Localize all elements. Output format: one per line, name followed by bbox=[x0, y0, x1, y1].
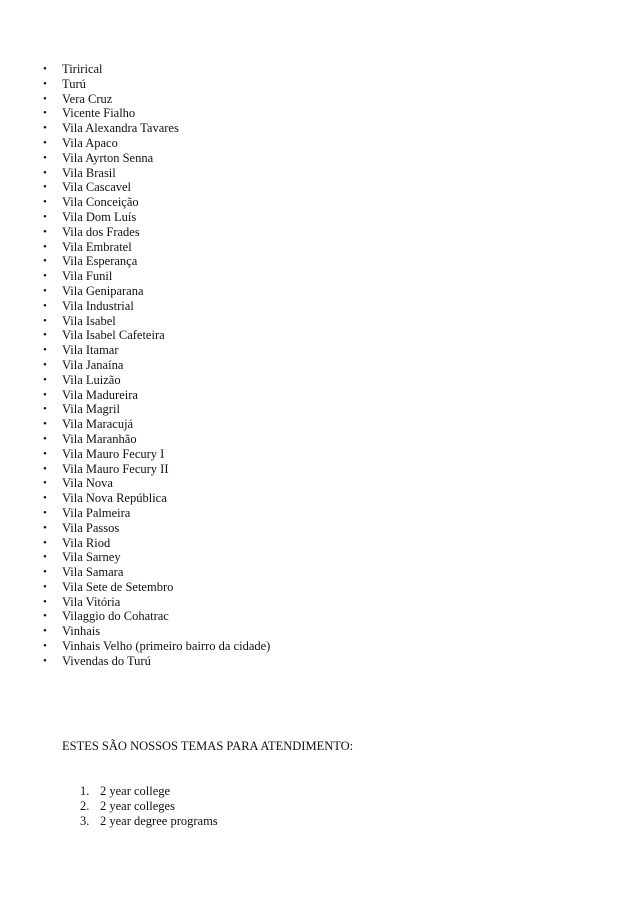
list-item bbox=[40, 521, 270, 536]
list-item-label: Vivendas do Turú bbox=[62, 653, 151, 668]
list-item-label: Vila Nova República bbox=[62, 491, 167, 506]
bullet-icon: • bbox=[43, 136, 47, 149]
list-item bbox=[40, 639, 270, 654]
list-item-label: Vinhais Velho (primeiro bairro da cidade) bbox=[62, 639, 271, 654]
list-item-label: Vila Sarney bbox=[62, 550, 121, 565]
theme-label: 2 year college bbox=[100, 784, 171, 798]
bullet-icon: • bbox=[43, 492, 47, 505]
bullet-icon: • bbox=[43, 225, 47, 238]
bullet-icon: • bbox=[43, 358, 47, 371]
list-item-label: Vila Mauro Fecury I bbox=[62, 446, 165, 461]
list-item-label: Vicente Fialho bbox=[62, 106, 136, 121]
bullet-icon: • bbox=[43, 388, 47, 401]
list-item-label: Vila Luizão bbox=[62, 372, 121, 387]
list-item-label: Vila Maranhão bbox=[62, 431, 137, 446]
bullet-icon: • bbox=[43, 284, 47, 297]
list-item-label: Vila Madureira bbox=[62, 387, 138, 402]
list-item bbox=[40, 328, 270, 343]
bullet-icon: • bbox=[43, 181, 47, 194]
bullet-icon: • bbox=[43, 107, 47, 120]
list-item bbox=[40, 121, 270, 136]
bullet-icon: • bbox=[43, 580, 47, 593]
list-item-label: Vila Janaína bbox=[62, 357, 124, 372]
bullet-icon: • bbox=[43, 299, 47, 312]
theme-number: 1. bbox=[80, 784, 90, 798]
themes-list bbox=[80, 784, 218, 829]
list-item bbox=[40, 417, 270, 432]
list-item bbox=[40, 225, 270, 240]
themes-heading: ESTES SÃO NOSSOS TEMAS PARA ATENDIMENTO: bbox=[62, 739, 354, 753]
theme-item bbox=[80, 784, 218, 799]
list-item-label: Vila Mauro Fecury II bbox=[62, 461, 169, 476]
list-item bbox=[40, 609, 270, 624]
bullet-icon: • bbox=[43, 432, 47, 445]
bullet-icon: • bbox=[43, 92, 47, 105]
list-item-label: Vila Geniparana bbox=[62, 283, 144, 298]
bullet-icon: • bbox=[43, 314, 47, 327]
bullet-icon: • bbox=[43, 196, 47, 209]
bullet-icon: • bbox=[43, 654, 47, 667]
theme-item bbox=[80, 814, 218, 829]
list-item bbox=[40, 432, 270, 447]
bullet-icon: • bbox=[43, 536, 47, 549]
list-item-label: Vila Apaco bbox=[62, 135, 118, 150]
list-item bbox=[40, 136, 270, 151]
list-item-label: Vila Cascavel bbox=[62, 180, 132, 195]
list-item bbox=[40, 240, 270, 255]
list-item bbox=[40, 447, 270, 462]
list-item bbox=[40, 299, 270, 314]
list-item-label: Vila Palmeira bbox=[62, 505, 131, 520]
list-item bbox=[40, 550, 270, 565]
list-item-label: Turú bbox=[62, 76, 86, 91]
bullet-icon: • bbox=[43, 255, 47, 268]
list-item bbox=[40, 166, 270, 181]
bullet-icon: • bbox=[43, 403, 47, 416]
list-item bbox=[40, 624, 270, 639]
bullet-icon: • bbox=[43, 447, 47, 460]
list-item bbox=[40, 106, 270, 121]
theme-number: 3. bbox=[80, 814, 90, 828]
bullet-icon: • bbox=[43, 506, 47, 519]
list-item-label: Vila Nova bbox=[62, 476, 113, 491]
list-item bbox=[40, 476, 270, 491]
list-item bbox=[40, 254, 270, 269]
list-item-label: Vila Itamar bbox=[62, 343, 119, 358]
list-item bbox=[40, 210, 270, 225]
bullet-icon: • bbox=[43, 595, 47, 608]
list-item bbox=[40, 536, 270, 551]
list-item-label: Vila Passos bbox=[62, 520, 120, 535]
list-item-label: Vila Esperança bbox=[62, 254, 138, 269]
list-item bbox=[40, 580, 270, 595]
list-item-label: Vila Magril bbox=[62, 402, 120, 417]
list-item bbox=[40, 462, 270, 477]
list-item-label: Vila Dom Luís bbox=[62, 209, 137, 224]
bullet-icon: • bbox=[43, 151, 47, 164]
list-item bbox=[40, 195, 270, 210]
list-item-label: Vila Sete de Setembro bbox=[62, 579, 174, 594]
list-item-label: Vila Conceição bbox=[62, 195, 139, 210]
theme-item bbox=[80, 799, 218, 814]
list-item bbox=[40, 269, 270, 284]
theme-label: 2 year degree programs bbox=[100, 814, 218, 828]
list-item-label: Vila Embratel bbox=[62, 239, 132, 254]
list-item bbox=[40, 565, 270, 580]
bullet-icon: • bbox=[43, 270, 47, 283]
bullet-icon: • bbox=[43, 166, 47, 179]
list-item bbox=[40, 654, 270, 669]
bullet-icon: • bbox=[43, 566, 47, 579]
list-item bbox=[40, 62, 270, 77]
list-item-label: Vera Cruz bbox=[62, 91, 113, 106]
list-item-label: Vila Funil bbox=[62, 269, 113, 284]
list-item bbox=[40, 180, 270, 195]
bullet-icon: • bbox=[43, 477, 47, 490]
list-item-label: Vila Ayrton Senna bbox=[62, 150, 154, 165]
list-item-label: Vila Samara bbox=[62, 565, 124, 580]
theme-label: 2 year colleges bbox=[100, 799, 175, 813]
list-item-label: Vinhais bbox=[62, 624, 101, 639]
list-item bbox=[40, 402, 270, 417]
list-item-label: Vilaggio do Cohatrac bbox=[62, 609, 169, 624]
list-item-label: Vila Vitória bbox=[62, 594, 121, 609]
bullet-icon: • bbox=[43, 373, 47, 386]
list-item bbox=[40, 358, 270, 373]
list-item bbox=[40, 343, 270, 358]
bullet-icon: • bbox=[43, 63, 47, 75]
bullet-icon: • bbox=[43, 418, 47, 431]
list-item bbox=[40, 506, 270, 521]
bullet-icon: • bbox=[43, 344, 47, 357]
list-item-label: Vila Alexandra Tavares bbox=[62, 121, 179, 136]
theme-number: 2. bbox=[80, 799, 90, 813]
bullet-icon: • bbox=[43, 610, 47, 623]
list-item-label: Vila Isabel bbox=[62, 313, 116, 328]
bullet-icon: • bbox=[43, 329, 47, 342]
list-item bbox=[40, 77, 270, 92]
bullet-icon: • bbox=[43, 462, 47, 475]
bullet-icon: • bbox=[43, 521, 47, 534]
list-item bbox=[40, 491, 270, 506]
bullet-icon: • bbox=[43, 240, 47, 253]
bullet-icon: • bbox=[43, 551, 47, 564]
bullet-icon: • bbox=[43, 210, 47, 223]
list-item bbox=[40, 373, 270, 388]
list-item-label: Vila Industrial bbox=[62, 298, 134, 313]
list-item bbox=[40, 388, 270, 403]
list-item-label: Vila dos Frades bbox=[62, 224, 140, 239]
bullet-icon: • bbox=[43, 77, 47, 90]
list-item bbox=[40, 314, 270, 329]
list-item bbox=[40, 595, 270, 610]
bullet-icon: • bbox=[43, 122, 47, 135]
list-item-label: Tirirical bbox=[62, 62, 103, 76]
list-item bbox=[40, 284, 270, 299]
list-item-label: Vila Isabel Cafeteira bbox=[62, 328, 165, 343]
neighborhood-list bbox=[40, 62, 270, 669]
list-item bbox=[40, 151, 270, 166]
bullet-icon: • bbox=[43, 625, 47, 638]
list-item bbox=[40, 92, 270, 107]
list-item-label: Vila Brasil bbox=[62, 165, 116, 180]
list-item-label: Vila Maracujá bbox=[62, 417, 134, 432]
bullet-icon: • bbox=[43, 640, 47, 653]
list-item-label: Vila Riod bbox=[62, 535, 111, 550]
